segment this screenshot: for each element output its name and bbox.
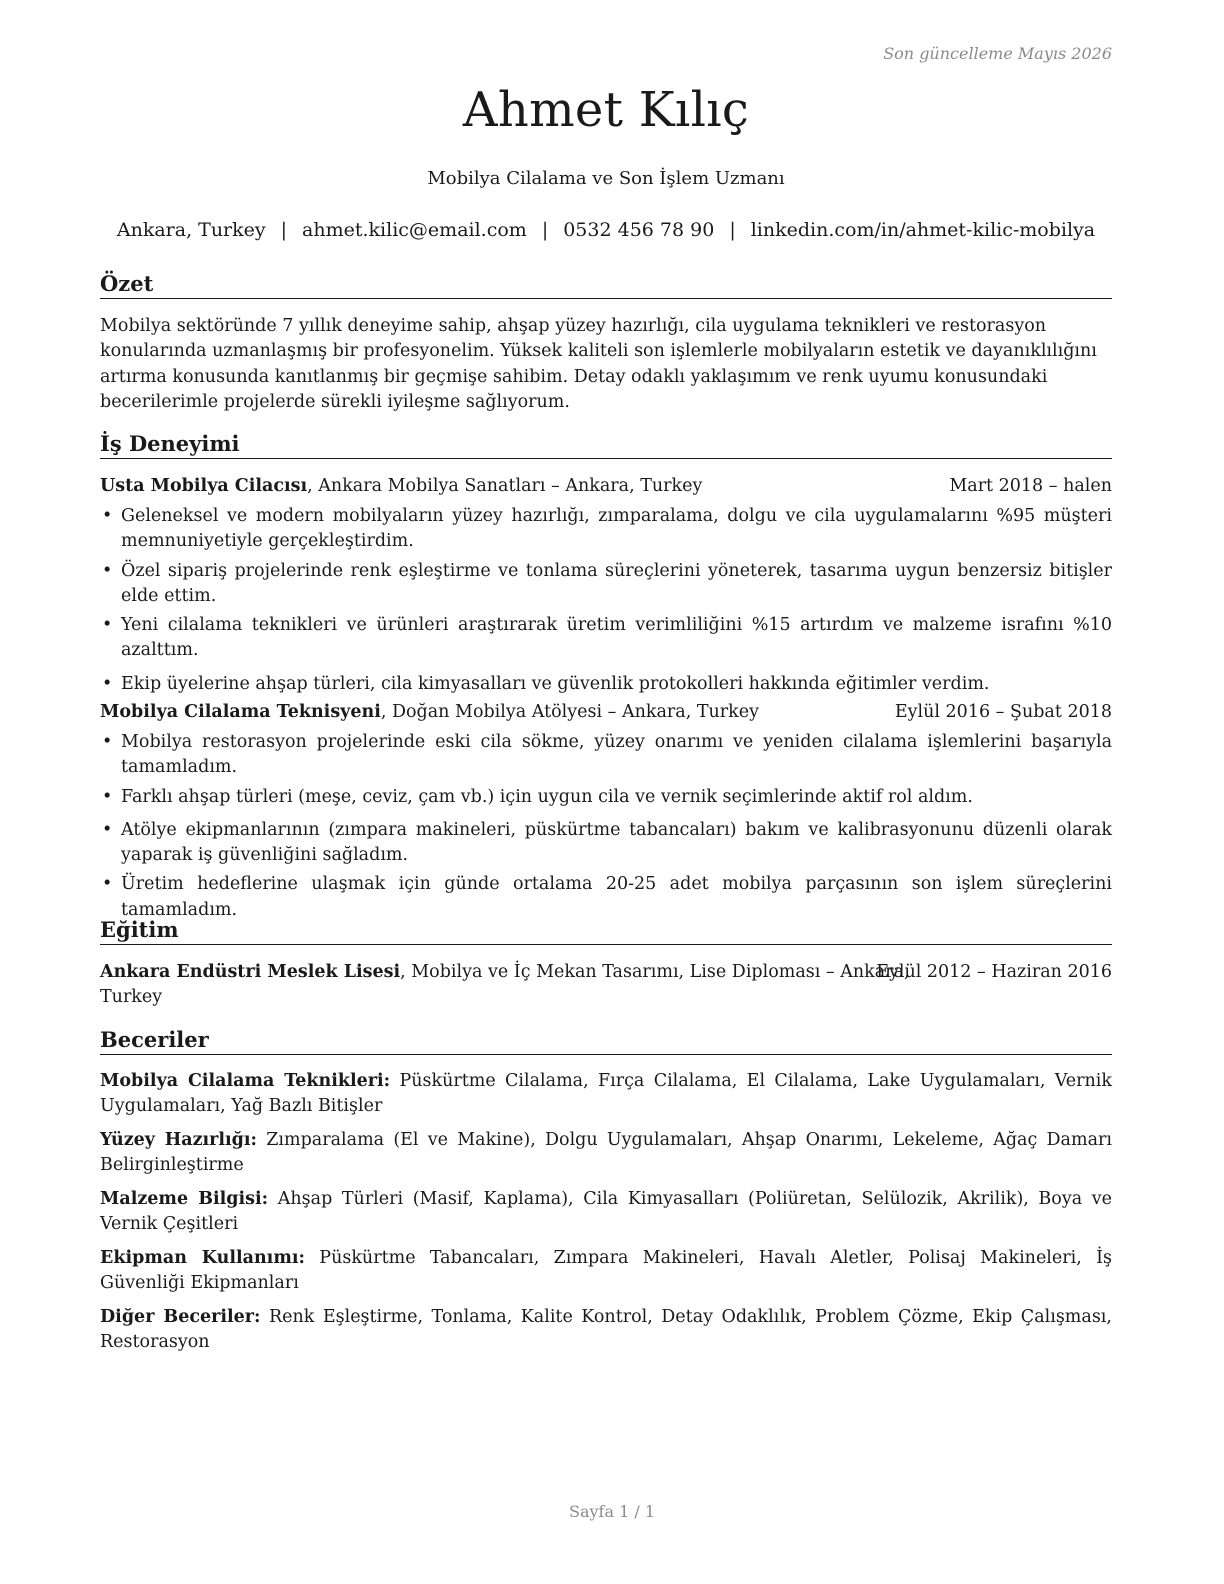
job-bullet: • Üretim hedeflerine ulaşmak için günde ortalama 20-25 adet mobilya parçasının son işlem süreçlerini tamamladım. [102,874,1112,920]
skill-value: Püskürtme Cilalama, Fırça Cilalama, El Cilalama, Lake Uygulamaları, Vernik Uygulamaları, Yağ Bazlı Bitişler [100,1071,1112,1117]
job-position: Usta Mobilya Cilacısı [100,476,308,496]
job-bullet: • Atölye ekipmanlarının (zımpara makineleri, püskürtme tabancaları) bakım ve kalibrasyonunu düzenli olarak yaparak iş güvenliğini sağladım. [102,819,1112,866]
page-number: Sayfa 1 / 1 [568,1502,655,1521]
bullet-icon: • [102,673,113,694]
skill-row [100,1187,1112,1238]
contact-separator: | [729,219,736,241]
job-bullet-list [100,504,1112,697]
contact-separator: | [541,219,549,241]
bullet-icon: • [102,506,113,526]
job-company: , Ankara Mobilya Sanatları – Ankara, Turkey [307,476,703,496]
job-bullet-list [100,730,1112,923]
skill-label: Yüzey Hazırlığı: [100,1130,258,1150]
bullet-icon: • [102,819,113,840]
job-bullet: • Mobilya restorasyon projelerinde eski cila sökme, yüzey onarımı ve yeniden cilalama işlemlerini başarıyla tamamladım. [102,732,1112,778]
contact-phone: 0532 456 78 90 [563,219,715,241]
skill-value: Renk Eşleştirme, Tonlama, Kalite Kontrol, Detay Odaklılık, Problem Çözme, Ekip Çalışması, Restorasyon [100,1307,1112,1353]
contact-separator: | [280,219,288,241]
job-dates: Eylül 2016 – Şubat 2018 [894,702,1112,722]
job-company: , Doğan Mobilya Atölyesi – Ankara, Turkey [380,702,759,722]
section-title-skills: Beceriler [100,1026,1112,1055]
skill-value: Ahşap Türleri (Masif, Kaplama), Cila Kimyasalları (Poliüretan, Selülozik, Akrilik), Boya ve Vernik Çeşitleri [100,1189,1112,1235]
contact-line [100,219,1112,241]
job-header [100,474,1112,499]
education-location: Turkey [100,987,163,1007]
bullet-icon: • [102,874,113,895]
last-updated: Son güncelleme Mayıs 2026 [883,44,1112,63]
education-dates: Eylül 2012 – Haziran 2016 [876,962,1112,982]
contact-email[interactable]: ahmet.kilic@email.com [302,219,527,241]
section-title-experience: İş Deneyimi [100,430,1112,459]
education-details: , Mobilya ve İç Mekan Tasarımı, Lise Diploması – Ankara, [400,962,910,982]
job-bullet: • Ekip üyelerine ahşap türleri, cila kimyasalları ve güvenlik protokolleri hakkında eğitimler verdim. [100,672,1112,697]
job-header [100,700,1112,725]
job-bullet: • Farklı ahşap türleri (meşe, ceviz, çam vb.) için uygun cila ve vernik seçimlerinde aktif rol aldım. [100,785,1112,810]
section-title-summary: Özet [100,270,1112,299]
skill-value: Püskürtme Tabancaları, Zımpara Makineleri, Havalı Aletler, Polisaj Makineleri, İş Güvenliği Ekipmanları [100,1248,1112,1294]
education-school: Ankara Endüstri Meslek Lisesi [100,962,401,982]
bullet-icon: • [102,560,113,581]
candidate-role: Mobilya Cilalama ve Son İşlem Uzmanı [427,168,785,189]
skill-row [100,1128,1112,1179]
bullet-icon: • [102,786,113,807]
contact-location: Ankara, Turkey [116,219,266,241]
skill-row [100,1305,1112,1356]
education-entry [100,960,1112,1010]
skill-label: Malzeme Bilgisi: [100,1189,269,1209]
skill-label: Ekipman Kullanımı: [100,1248,305,1268]
skill-label: Mobilya Cilalama Teknikleri: [100,1071,391,1091]
job-bullet: • Geleneksel ve modern mobilyaların yüzey hazırlığı, zımparalama, dolgu ve cila uygulamalarını %95 müşteri memnuniyetiyle gerçekleştirdim. [102,506,1112,552]
section-title-education: Eğitim [100,916,1112,945]
bullet-icon: • [102,615,113,636]
skill-value: Zımparalama (El ve Makine), Dolgu Uygulamaları, Ahşap Onarımı, Lekeleme, Ağaç Damarı Belirginleştirme [100,1130,1112,1176]
bullet-icon: • [102,732,113,752]
skill-row [100,1069,1112,1120]
skill-label: Diğer Beceriler: [100,1307,261,1327]
job-position: Mobilya Cilalama Teknisyeni [100,702,381,722]
job-bullet: • Özel sipariş projelerinde renk eşleştirme ve tonlama süreçlerini yöneterek, tasarıma uygun benzersiz bitişler elde ettim. [102,560,1112,606]
candidate-name: Ahmet Kılıç [462,82,750,138]
job-dates: Mart 2018 – halen [949,476,1112,496]
summary-text: Mobilya sektöründe 7 yıllık deneyime sahip, ahşap yüzey hazırlığı, cila uygulama teknikleri ve restorasyon konularında uzmanlaşmış bir profesyonelim. Yüksek kaliteli son işlemlerle mobilyaların estetik ve dayanıklılığını artırma konusunda kanıtlanmış bir geçmişe sahibim. Detay odaklı yaklaşımım ve renk uyumu konusundaki becerilerimle projelerde sürekli iyileşme sağlıyorum. [100,316,1097,412]
skill-row [100,1246,1112,1297]
job-bullet: • Yeni cilalama teknikleri ve ürünleri araştırarak üretim verimliliğini %15 artırdım ve malzeme israfını %10 azalttım. [102,615,1112,661]
contact-linkedin[interactable]: linkedin.com/in/ahmet-kilic-mobilya [750,219,1096,241]
